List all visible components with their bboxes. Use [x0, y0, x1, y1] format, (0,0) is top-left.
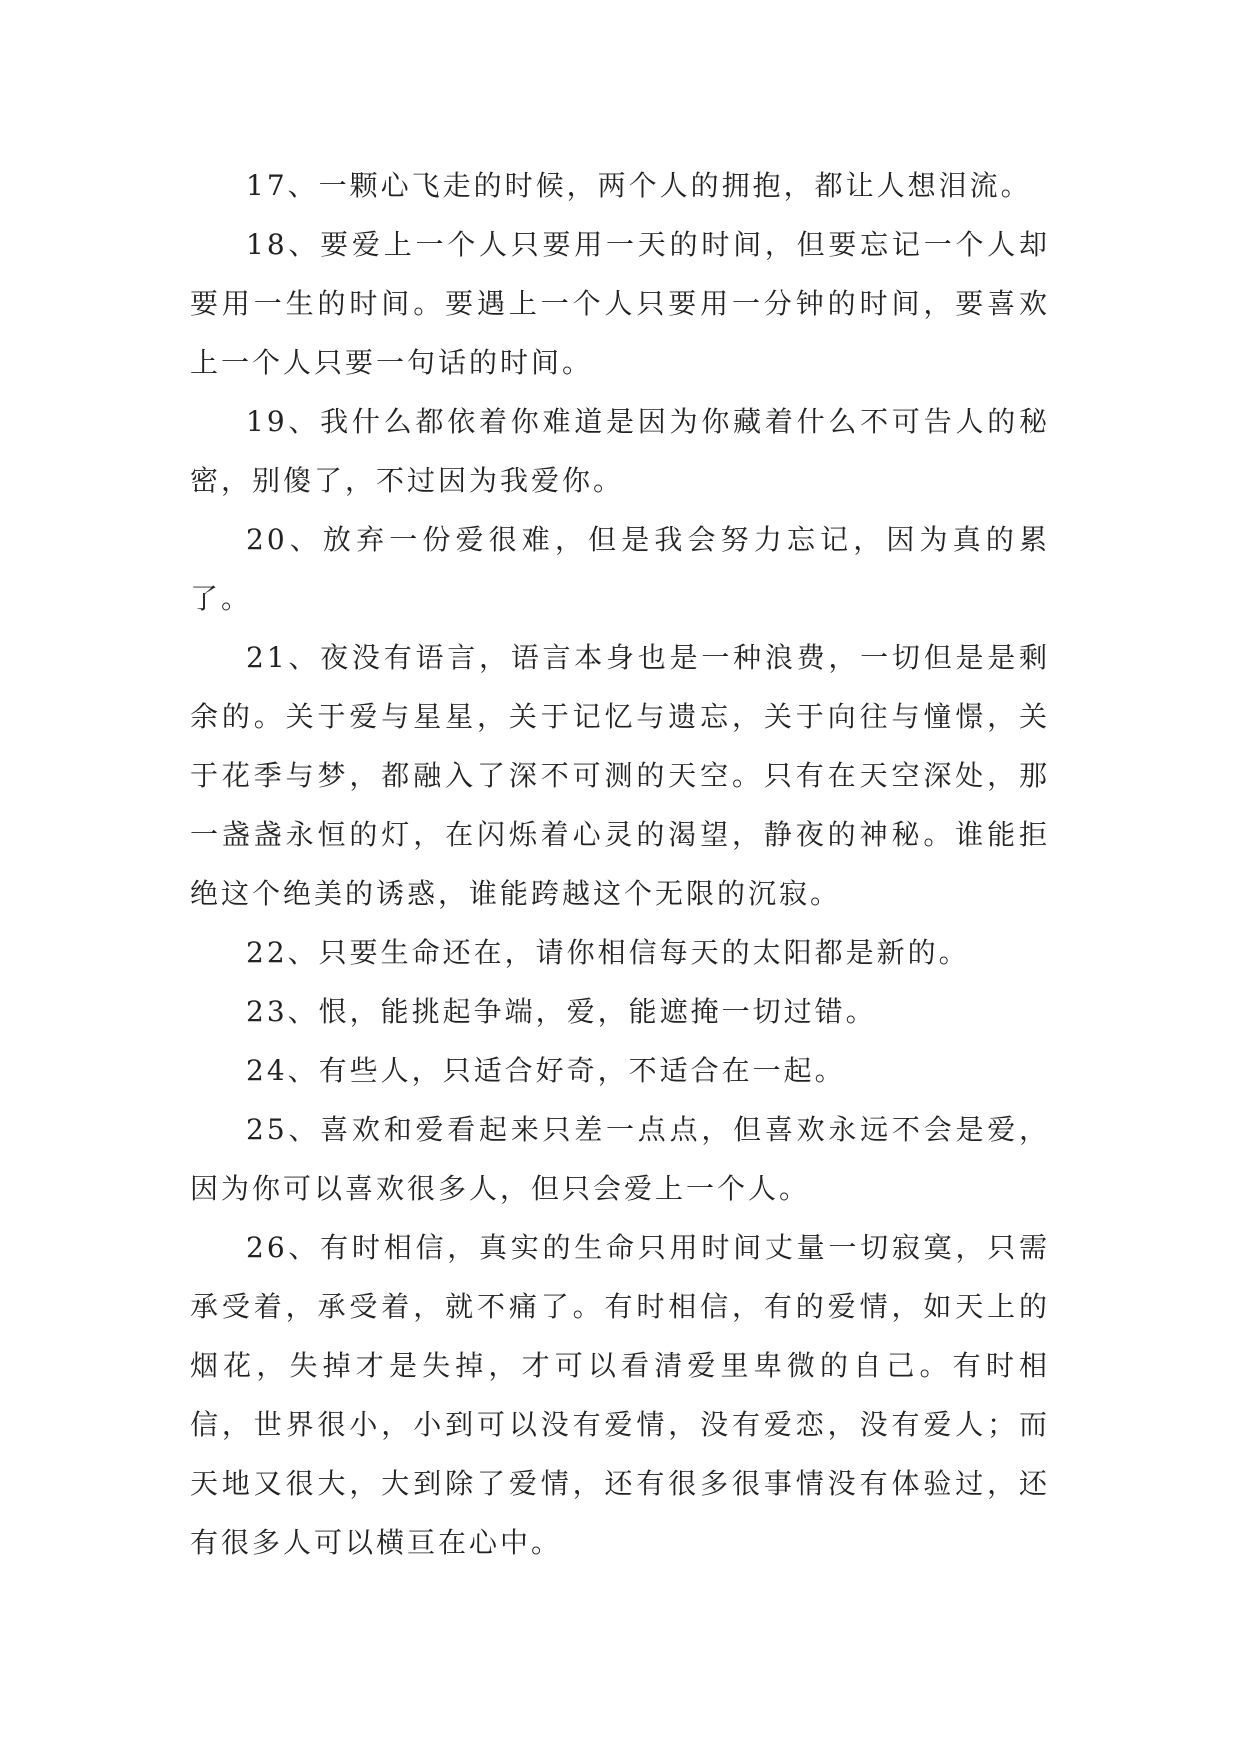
paragraph-19: 19、我什么都依着你难道是因为你藏着什么不可告人的秘密，别傻了，不过因为我爱你。 [190, 405, 1050, 497]
paragraph-20: 20、放弃一份爱很难，但是我会努力忘记，因为真的累了。 [190, 523, 1050, 615]
paragraph-18: 18、要爱上一个人只要用一天的时间，但要忘记一个人却要用一生的时间。要遇上一个人只要用一分钟的时间，要喜欢上一个人只要一句话的时间。 [190, 228, 1050, 379]
document-body [190, 156, 1050, 1572]
paragraph-23: 23、恨，能挑起争端，爱，能遮掩一切过错。 [246, 995, 877, 1028]
paragraph-25: 25、喜欢和爱看起来只差一点点，但喜欢永远不会是爱，因为你可以喜欢很多人，但只会爱上一个人。 [190, 1113, 1050, 1205]
paragraph-26: 26、有时相信，真实的生命只用时间丈量一切寂寞，只需承受着，承受着，就不痛了。有时相信，有的爱情，如天上的烟花，失掉才是失掉，才可以看清爱里卑微的自己。有时相信，世界很小，小到可以没有爱情，没有爱恋，没有爱人；而天地又很大，大到除了爱情，还有很多很事情没有体验过，还有很多人可以横亘在心中。 [190, 1231, 1050, 1559]
paragraph-22: 22、只要生命还在，请你相信每天的太阳都是新的。 [246, 936, 970, 969]
paragraph-24: 24、有些人，只适合好奇，不适合在一起。 [246, 1054, 846, 1087]
paragraph-21: 21、夜没有语言，语言本身也是一种浪费，一切但是是剩余的。关于爱与星星，关于记忆与遗忘，关于向往与憧憬，关于花季与梦，都融入了深不可测的天空。只有在天空深处，那一盏盏永恒的灯，在闪烁着心灵的渴望，静夜的神秘。谁能拒绝这个绝美的诱惑，谁能跨越这个无限的沉寂。 [190, 641, 1050, 910]
paragraph-17: 17、一颗心飞走的时候，两个人的拥抱，都让人想泪流。 [246, 169, 1032, 202]
